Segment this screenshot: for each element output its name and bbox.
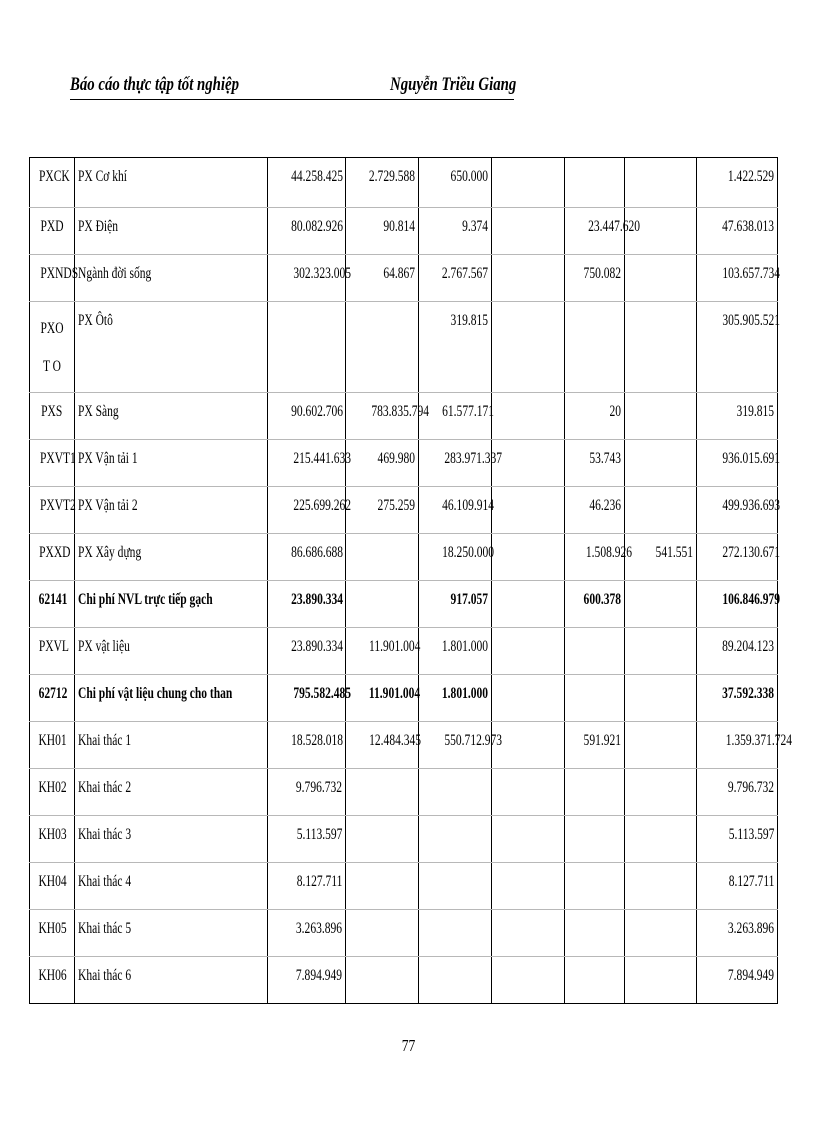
item-name-cell: PX Vận tải 1: [75, 440, 268, 487]
item-name-cell: PX Điện: [75, 208, 268, 255]
amount-cell: [492, 910, 565, 957]
item-name-cell: PX Xây dựng: [75, 534, 268, 581]
account-code-cell: KH05: [30, 910, 75, 957]
amount-cell: 1.801.000: [419, 628, 492, 675]
table-row: [30, 957, 778, 1004]
amount-cell: 2.729.588: [346, 158, 419, 208]
amount-cell: [565, 769, 625, 816]
amount-cell: 600.378: [565, 581, 625, 628]
amount-cell: [625, 302, 697, 393]
amount-cell: [565, 628, 625, 675]
amount-cell: 18.528.018: [268, 722, 346, 769]
amount-cell: 12.484.345: [346, 722, 419, 769]
amount-cell: 550.712.973: [419, 722, 492, 769]
amount-cell: [625, 487, 697, 534]
item-name-cell: Khai thác 4: [75, 863, 268, 910]
amount-cell: 23.890.334: [268, 628, 346, 675]
amount-cell: 5.113.597: [697, 816, 778, 863]
account-code-cell: PXNDS: [30, 255, 75, 302]
item-name-cell: Khai thác 1: [75, 722, 268, 769]
amount-cell: 650.000: [419, 158, 492, 208]
amount-cell: [565, 910, 625, 957]
amount-cell: [492, 863, 565, 910]
amount-cell: [492, 628, 565, 675]
account-code-cell: KH02: [30, 769, 75, 816]
amount-cell: 215.441.633: [268, 440, 346, 487]
table-body: [30, 158, 792, 1004]
amount-cell: [419, 769, 492, 816]
amount-cell: 5.113.597: [268, 816, 346, 863]
table-row: [30, 534, 778, 581]
account-code-cell: 62141: [30, 581, 75, 628]
table-row: [30, 440, 778, 487]
amount-cell: 103.657.734: [697, 255, 778, 302]
amount-cell: 9.796.732: [268, 769, 346, 816]
item-name-cell: Khai thác 5: [75, 910, 268, 957]
table-row: [30, 722, 778, 769]
amount-cell: 90.814: [346, 208, 419, 255]
amount-cell: [625, 769, 697, 816]
amount-cell: 936.015.691: [697, 440, 778, 487]
amount-cell: 86.686.688: [268, 534, 346, 581]
amount-cell: [565, 158, 625, 208]
amount-cell: 750.082: [565, 255, 625, 302]
amount-cell: [492, 675, 565, 722]
table-row: [30, 393, 778, 440]
amount-cell: 9.374: [419, 208, 492, 255]
amount-cell: 44.258.425: [268, 158, 346, 208]
amount-cell: 302.323.005: [268, 255, 346, 302]
amount-cell: 272.130.671: [697, 534, 778, 581]
account-code-cell: PXD: [30, 208, 75, 255]
amount-cell: 11.901.004: [346, 675, 419, 722]
amount-cell: [346, 534, 419, 581]
account-code-cell: PXOT O: [30, 302, 75, 393]
amount-cell: [625, 255, 697, 302]
amount-cell: [492, 816, 565, 863]
table-row: [30, 158, 778, 208]
item-name-cell: PX vật liệu: [75, 628, 268, 675]
table-row: [30, 581, 778, 628]
item-name-cell: Ngành đời sống: [75, 255, 268, 302]
table-row: [30, 816, 778, 863]
amount-cell: 319.815: [419, 302, 492, 393]
amount-cell: 1.801.000: [419, 675, 492, 722]
amount-cell: 37.592.338: [697, 675, 778, 722]
amount-cell: 783.835.794: [346, 393, 419, 440]
amount-cell: [625, 440, 697, 487]
table-row: [30, 863, 778, 910]
author-name: Nguyễn Triều Giang: [390, 74, 517, 95]
amount-cell: 7.894.949: [697, 957, 778, 1004]
amount-cell: 90.602.706: [268, 393, 346, 440]
item-name-cell: Chi phí NVL trực tiếp gạch: [75, 581, 268, 628]
amount-cell: [565, 957, 625, 1004]
table-row: [30, 208, 778, 255]
amount-cell: 2.767.567: [419, 255, 492, 302]
account-code-cell: KH06: [30, 957, 75, 1004]
amount-cell: 469.980: [346, 440, 419, 487]
amount-cell: 1.359.371.724: [697, 722, 778, 769]
account-code-cell: KH04: [30, 863, 75, 910]
item-name-cell: PX Sàng: [75, 393, 268, 440]
amount-cell: [492, 158, 565, 208]
amount-cell: [565, 863, 625, 910]
amount-cell: [625, 628, 697, 675]
amount-cell: [625, 910, 697, 957]
amount-cell: [492, 208, 565, 255]
amount-cell: [346, 581, 419, 628]
table-row: [30, 302, 778, 393]
amount-cell: [346, 957, 419, 1004]
amount-cell: 1.422.529: [697, 158, 778, 208]
amount-cell: 46.236: [565, 487, 625, 534]
amount-cell: 8.127.711: [268, 863, 346, 910]
item-name-cell: Khai thác 6: [75, 957, 268, 1004]
amount-cell: [625, 581, 697, 628]
table-row: [30, 769, 778, 816]
amount-cell: 3.263.896: [697, 910, 778, 957]
amount-cell: [346, 302, 419, 393]
account-code-cell: PXVT2: [30, 487, 75, 534]
amount-cell: [492, 487, 565, 534]
item-name-cell: PX Ôtô: [75, 302, 268, 393]
amount-cell: [565, 302, 625, 393]
amount-cell: [346, 863, 419, 910]
item-name-cell: Khai thác 3: [75, 816, 268, 863]
account-code-cell: PXS: [30, 393, 75, 440]
amount-cell: 917.057: [419, 581, 492, 628]
account-code-cell: KH03: [30, 816, 75, 863]
amount-cell: 7.894.949: [268, 957, 346, 1004]
amount-cell: [625, 863, 697, 910]
amount-cell: 1.508.926: [565, 534, 625, 581]
amount-cell: [492, 440, 565, 487]
amount-cell: 20: [565, 393, 625, 440]
account-code-cell: KH01: [30, 722, 75, 769]
item-name-cell: Khai thác 2: [75, 769, 268, 816]
report-title: Báo cáo thực tập tốt nghiệp: [70, 74, 240, 95]
amount-cell: [492, 769, 565, 816]
amount-cell: [419, 910, 492, 957]
amount-cell: [419, 816, 492, 863]
amount-cell: [565, 675, 625, 722]
amount-cell: 61.577.171: [419, 393, 492, 440]
header-underline: [70, 99, 514, 100]
amount-cell: 11.901.004: [346, 628, 419, 675]
account-code-cell: PXXD: [30, 534, 75, 581]
amount-cell: 319.815: [697, 393, 778, 440]
amount-cell: [565, 816, 625, 863]
account-code-cell: PXCK: [30, 158, 75, 208]
account-code-cell: PXVT1: [30, 440, 75, 487]
table-row: [30, 487, 778, 534]
amount-cell: 23.890.334: [268, 581, 346, 628]
amount-cell: 64.867: [346, 255, 419, 302]
amount-cell: 53.743: [565, 440, 625, 487]
amount-cell: 3.263.896: [268, 910, 346, 957]
table-row: [30, 628, 778, 675]
table-row: [30, 255, 778, 302]
amount-cell: 591.921: [565, 722, 625, 769]
amount-cell: [492, 302, 565, 393]
amount-cell: [492, 957, 565, 1004]
amount-cell: [625, 675, 697, 722]
amount-cell: 18.250.000: [419, 534, 492, 581]
table-row: [30, 910, 778, 957]
amount-cell: 795.582.485: [268, 675, 346, 722]
amount-cell: [419, 863, 492, 910]
amount-cell: 305.905.521: [697, 302, 778, 393]
amount-cell: [346, 910, 419, 957]
amount-cell: 9.796.732: [697, 769, 778, 816]
amount-cell: [492, 581, 565, 628]
amount-cell: [346, 816, 419, 863]
amount-cell: 275.259: [346, 487, 419, 534]
amount-cell: 499.936.693: [697, 487, 778, 534]
amount-cell: 225.699.262: [268, 487, 346, 534]
page-number: 77: [401, 1036, 415, 1055]
amount-cell: [625, 722, 697, 769]
amount-cell: [492, 534, 565, 581]
amount-cell: [346, 769, 419, 816]
table-row: [30, 675, 778, 722]
amount-cell: [268, 302, 346, 393]
amount-cell: [492, 722, 565, 769]
amount-cell: 89.204.123: [697, 628, 778, 675]
item-name-cell: PX Vận tải 2: [75, 487, 268, 534]
amount-cell: 47.638.013: [697, 208, 778, 255]
amount-cell: 106.846.979: [697, 581, 778, 628]
item-name-cell: Chi phí vật liệu chung cho than: [75, 675, 268, 722]
cost-table: [29, 157, 792, 1004]
amount-cell: [492, 393, 565, 440]
account-code-cell: PXVL: [30, 628, 75, 675]
amount-cell: [419, 957, 492, 1004]
amount-cell: 23.447.620: [565, 208, 625, 255]
item-name-cell: PX Cơ khí: [75, 158, 268, 208]
amount-cell: 541.551: [625, 534, 697, 581]
page-header: [70, 72, 517, 102]
amount-cell: [492, 255, 565, 302]
amount-cell: [625, 393, 697, 440]
amount-cell: 8.127.711: [697, 863, 778, 910]
amount-cell: [625, 816, 697, 863]
amount-cell: 80.082.926: [268, 208, 346, 255]
amount-cell: 46.109.914: [419, 487, 492, 534]
amount-cell: [625, 957, 697, 1004]
amount-cell: 283.971.337: [419, 440, 492, 487]
amount-cell: [625, 158, 697, 208]
account-code-cell: 62712: [30, 675, 75, 722]
